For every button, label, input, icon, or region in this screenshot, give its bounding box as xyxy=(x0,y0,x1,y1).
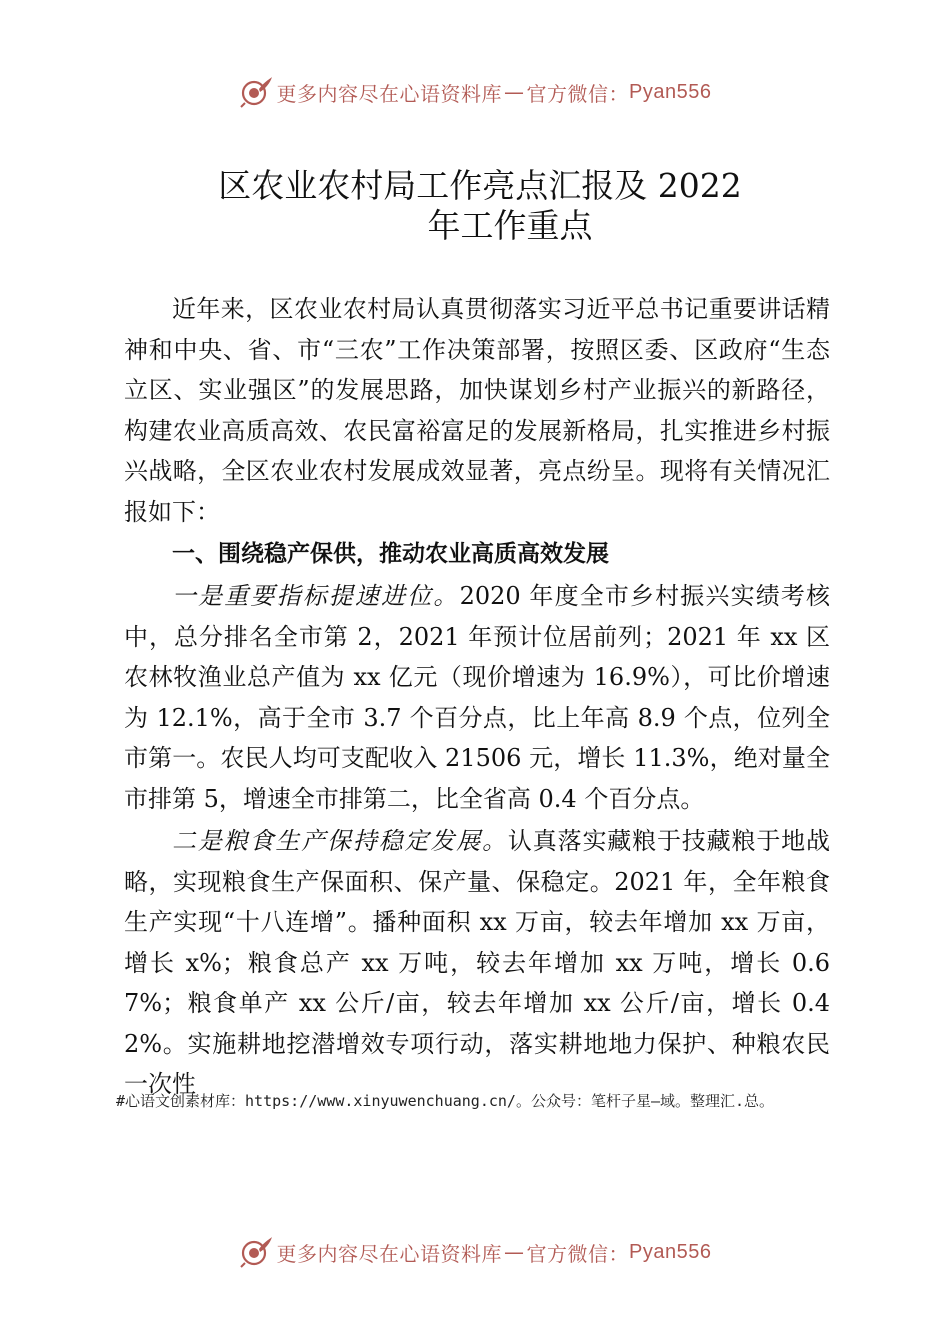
document-title xyxy=(0,166,950,246)
paragraph-lead-2: 二是粮食生产保持稳定发展。 xyxy=(172,827,508,855)
paragraph-text-2: 认真落实藏粮于技藏粮于地战略，实现粮食生产保面积、保产量、保稳定。2021 年，全年粮食生产实现“十八连增”。播种面积 xx 万亩，较去年增加 xx 万亩，增长 x%；粮食总产 xx 万吨，较去年增加 xx 万吨，增长 0.67%；粮食单产 xx 公斤/亩，较去年增加 xx 公斤/亩，增长 0.42%。实施耕地挖潜增效专项行动，落实耕地地力保护、种粮农民一次性 xyxy=(124,827,831,1098)
banner-dash: — xyxy=(504,80,525,104)
banner-wechat-label: 官方微信： xyxy=(526,81,630,106)
paragraph-grain-production xyxy=(124,821,830,1105)
top-watermark-banner xyxy=(0,72,950,112)
paragraph-key-indicators xyxy=(124,576,830,819)
paragraph-text-1: 2020 年度全市乡村振兴实绩考核中，总分排名全市第 2，2021 年预计位居前列；2021 年 xx 区农林牧渔业总产值为 xx 亿元（现价增速为 16.9%），可比价增速为 12.1%，高于全市 3.7 个百分点，比上年高 8.9 个点，位列全市第一。农民人均可支配收入 21506 元，增长 11.3%，绝对量全市排第 5，增速全市排第二，比全省高 0.4 个百分点。 xyxy=(124,582,830,813)
banner-wechat-label: 官方微信： xyxy=(526,1241,630,1266)
quill-logo-icon xyxy=(239,75,273,109)
quill-logo-icon xyxy=(239,1235,273,1269)
banner-wechat-id: Pyan556 xyxy=(629,1240,712,1263)
banner-text: 更多内容尽在心语资料库 xyxy=(276,81,503,106)
section-heading-1: 一、围绕稳产保供，推动农业高质高效发展 xyxy=(172,541,609,567)
intro-paragraph: 近年来，区农业农村局认真贯彻落实习近平总书记重要讲话精神和中央、省、市“三农”工作决策部署，按照区委、区政府“生态立区、实业强区”的发展思路，加快谋划乡村产业振兴的新路径，构建农业高质高效、农民富裕富足的发展新格局，扎实推进乡村振兴战略，全区农业农村发展成效显著，亮点纷呈。现将有关情况汇报如下： xyxy=(124,295,830,526)
bottom-watermark-banner xyxy=(0,1232,950,1272)
paragraph-lead-1: 一是重要指标提速进位。 xyxy=(172,582,460,610)
document-body xyxy=(124,289,830,1105)
banner-dash: — xyxy=(504,1240,525,1264)
banner-wechat-id: Pyan556 xyxy=(629,80,712,103)
title-line-1: 区农业农村局工作亮点汇报及 2022 xyxy=(218,166,742,205)
title-line-2: 年工作重点 xyxy=(427,206,593,245)
source-footnote: #心语文创素材库：https://www.xinyuwenchuang.cn/。公众号：笔杆子星—域。整理汇.总。 xyxy=(116,1092,775,1110)
banner-text: 更多内容尽在心语资料库 xyxy=(276,1241,503,1266)
